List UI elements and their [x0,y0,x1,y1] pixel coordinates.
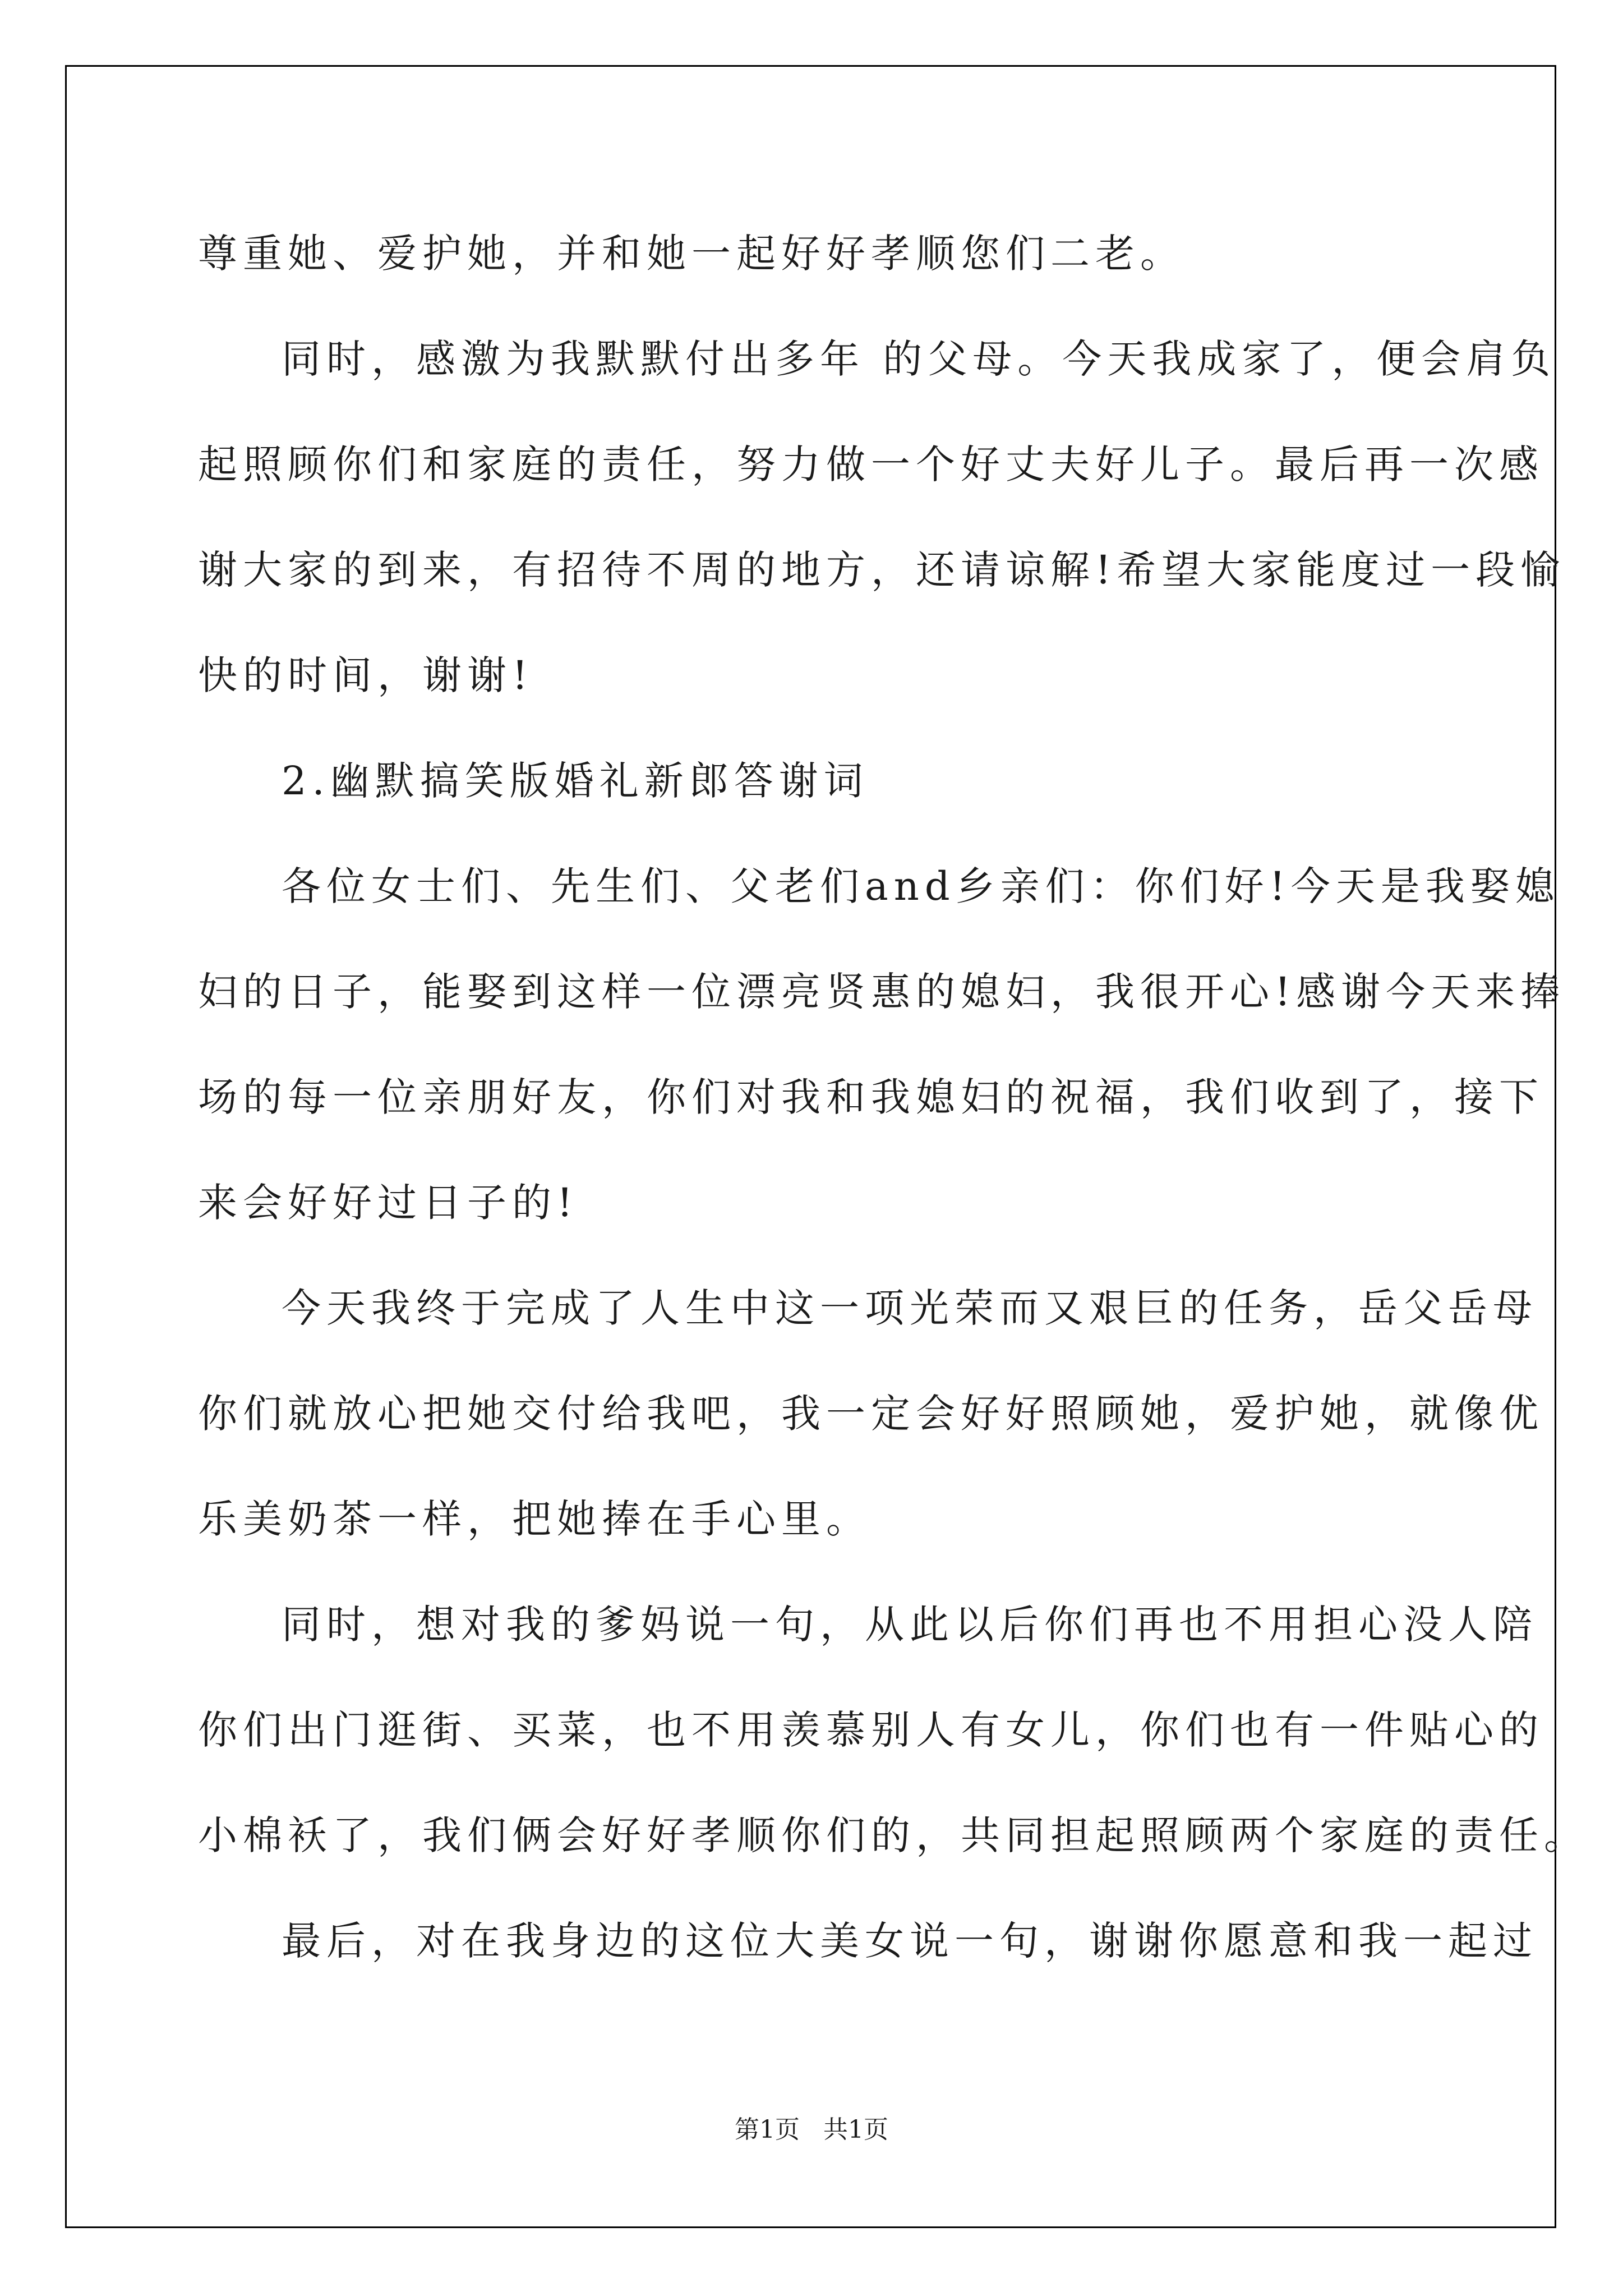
text-line: 小棉袄了，我们俩会好好孝顺你们的，共同担起照顾两个家庭的责任。 [198,1812,1589,1858]
section-heading: 2.幽默搞笑版婚礼新郎答谢词 [282,758,869,804]
text-line: 来会好好过日子的! [198,1180,579,1226]
page-border [65,65,1556,2228]
text-line: 场的每一位亲朋好友，你们对我和我媳妇的祝福，我们收到了，接下 [198,1074,1544,1120]
text-line: 尊重她、爱护她，并和她一起好好孝顺您们二老。 [198,231,1185,277]
text-line: 各位女士们、先生们、父老们and乡亲们：你们好!今天是我娶媳 [282,863,1560,909]
text-line: 你们出门逛街、买菜，也不用羡慕别人有女儿，你们也有一件贴心的 [198,1707,1544,1753]
page-number: 第1页 共1页 [735,2115,888,2144]
text-line: 你们就放心把她交付给我吧，我一定会好好照顾她，爱护她，就像优 [198,1391,1544,1437]
text-line: 起照顾你们和家庭的责任，努力做一个好丈夫好儿子。最后再一次感 [198,441,1544,487]
text-line: 妇的日子，能娶到这样一位漂亮贤惠的媳妇，我很开心!感谢今天来捧 [198,969,1566,1015]
text-line: 最后，对在我身边的这位大美女说一句，谢谢你愿意和我一起过 [282,1918,1538,1964]
text-line: 今天我终于完成了人生中这一项光荣而又艰巨的任务，岳父岳母 [282,1285,1538,1331]
text-line: 快的时间，谢谢! [198,652,534,698]
text-line: 同时，感激为我默默付出多年 的父母。今天我成家了，便会肩负 [282,336,1556,382]
text-line: 谢大家的到来，有招待不周的地方，还请谅解!希望大家能度过一段愉 [198,547,1566,593]
text-line: 乐美奶茶一样，把她捧在手心里。 [198,1496,871,1542]
text-line: 同时，想对我的爹妈说一句，从此以后你们再也不用担心没人陪 [282,1602,1538,1648]
